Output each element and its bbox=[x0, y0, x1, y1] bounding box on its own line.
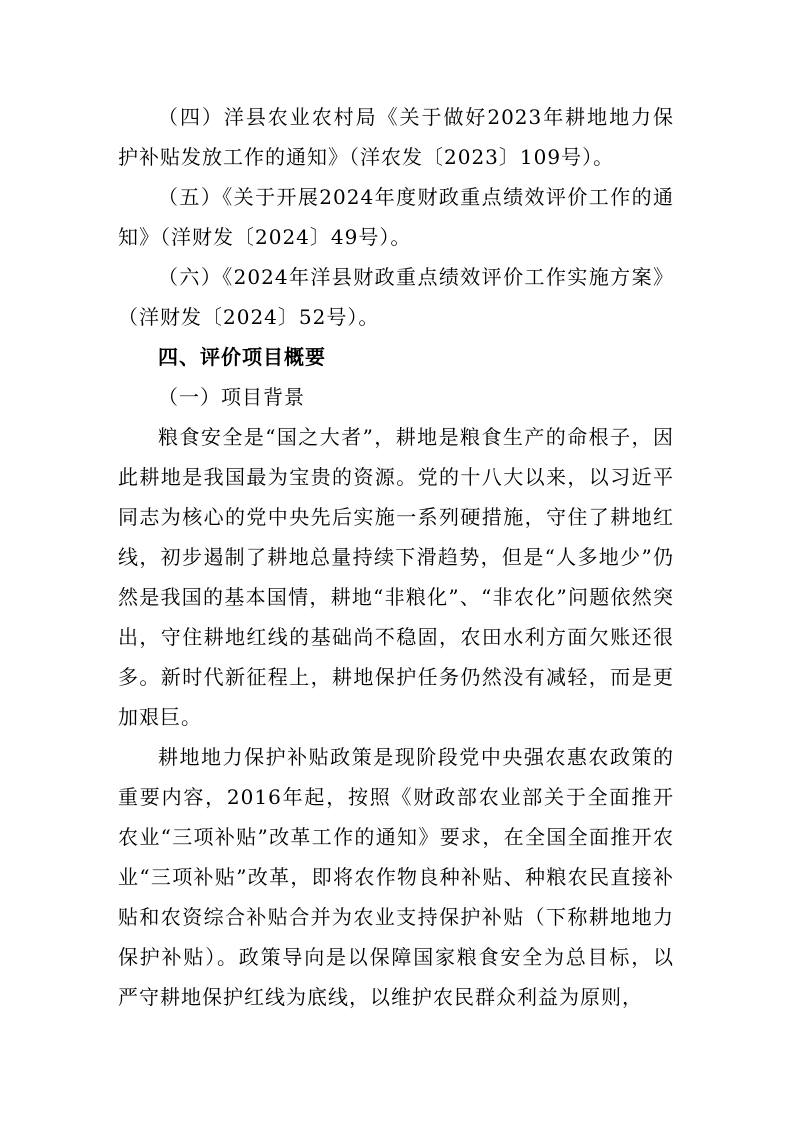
body-paragraph-2: 耕地地力保护补贴政策是现阶段党中央强农惠农政策的重要内容，2016年起，按照《财政部农业部关于全面推开农业“三项补贴”改革工作的通知》要求，在全国全面推开农业“三项补贴”改革，即将农作物良种补贴、种粮农民直接补贴和农资综合补贴合并为农业支持保护补贴（下称耕地地力保护补贴）。政策导向是以保障国家粮食安全为总目标，以严守耕地保护红线为底线，以维护农民群众利益为原则， bbox=[118, 745, 674, 1009]
reference-item-4: （四）洋县农业农村局《关于做好2023年耕地地力保护补贴发放工作的通知》（洋农发〔2023〕109号）。 bbox=[118, 105, 674, 169]
document-body bbox=[118, 97, 674, 1017]
reference-item-5: （五）《关于开展2024年度财政重点绩效评价工作的通知》（洋财发〔2024〕49号）。 bbox=[118, 185, 674, 249]
section-heading: 四、评价项目概要 bbox=[158, 345, 326, 369]
body-paragraph-1: 粮食安全是“国之大者”，耕地是粮食生产的命根子，因此耕地是我国最为宝贵的资源。党的十八大以来，以习近平同志为核心的党中央先后实施一系列硬措施，守住了耕地红线，初步遏制了耕地总量持续下滑趋势，但是“人多地少”仍然是我国的基本国情，耕地“非粮化”、“非农化”问题依然突出，守住耕地红线的基础尚不稳固，农田水利方面欠账还很多。新时代新征程上，耕地保护任务仍然没有减轻，而是更加艰巨。 bbox=[118, 425, 674, 729]
subsection-heading: （一）项目背景 bbox=[158, 385, 305, 409]
reference-item-6: （六）《2024年洋县财政重点绩效评价工作实施方案》（洋财发〔2024〕52号）。 bbox=[118, 265, 674, 329]
